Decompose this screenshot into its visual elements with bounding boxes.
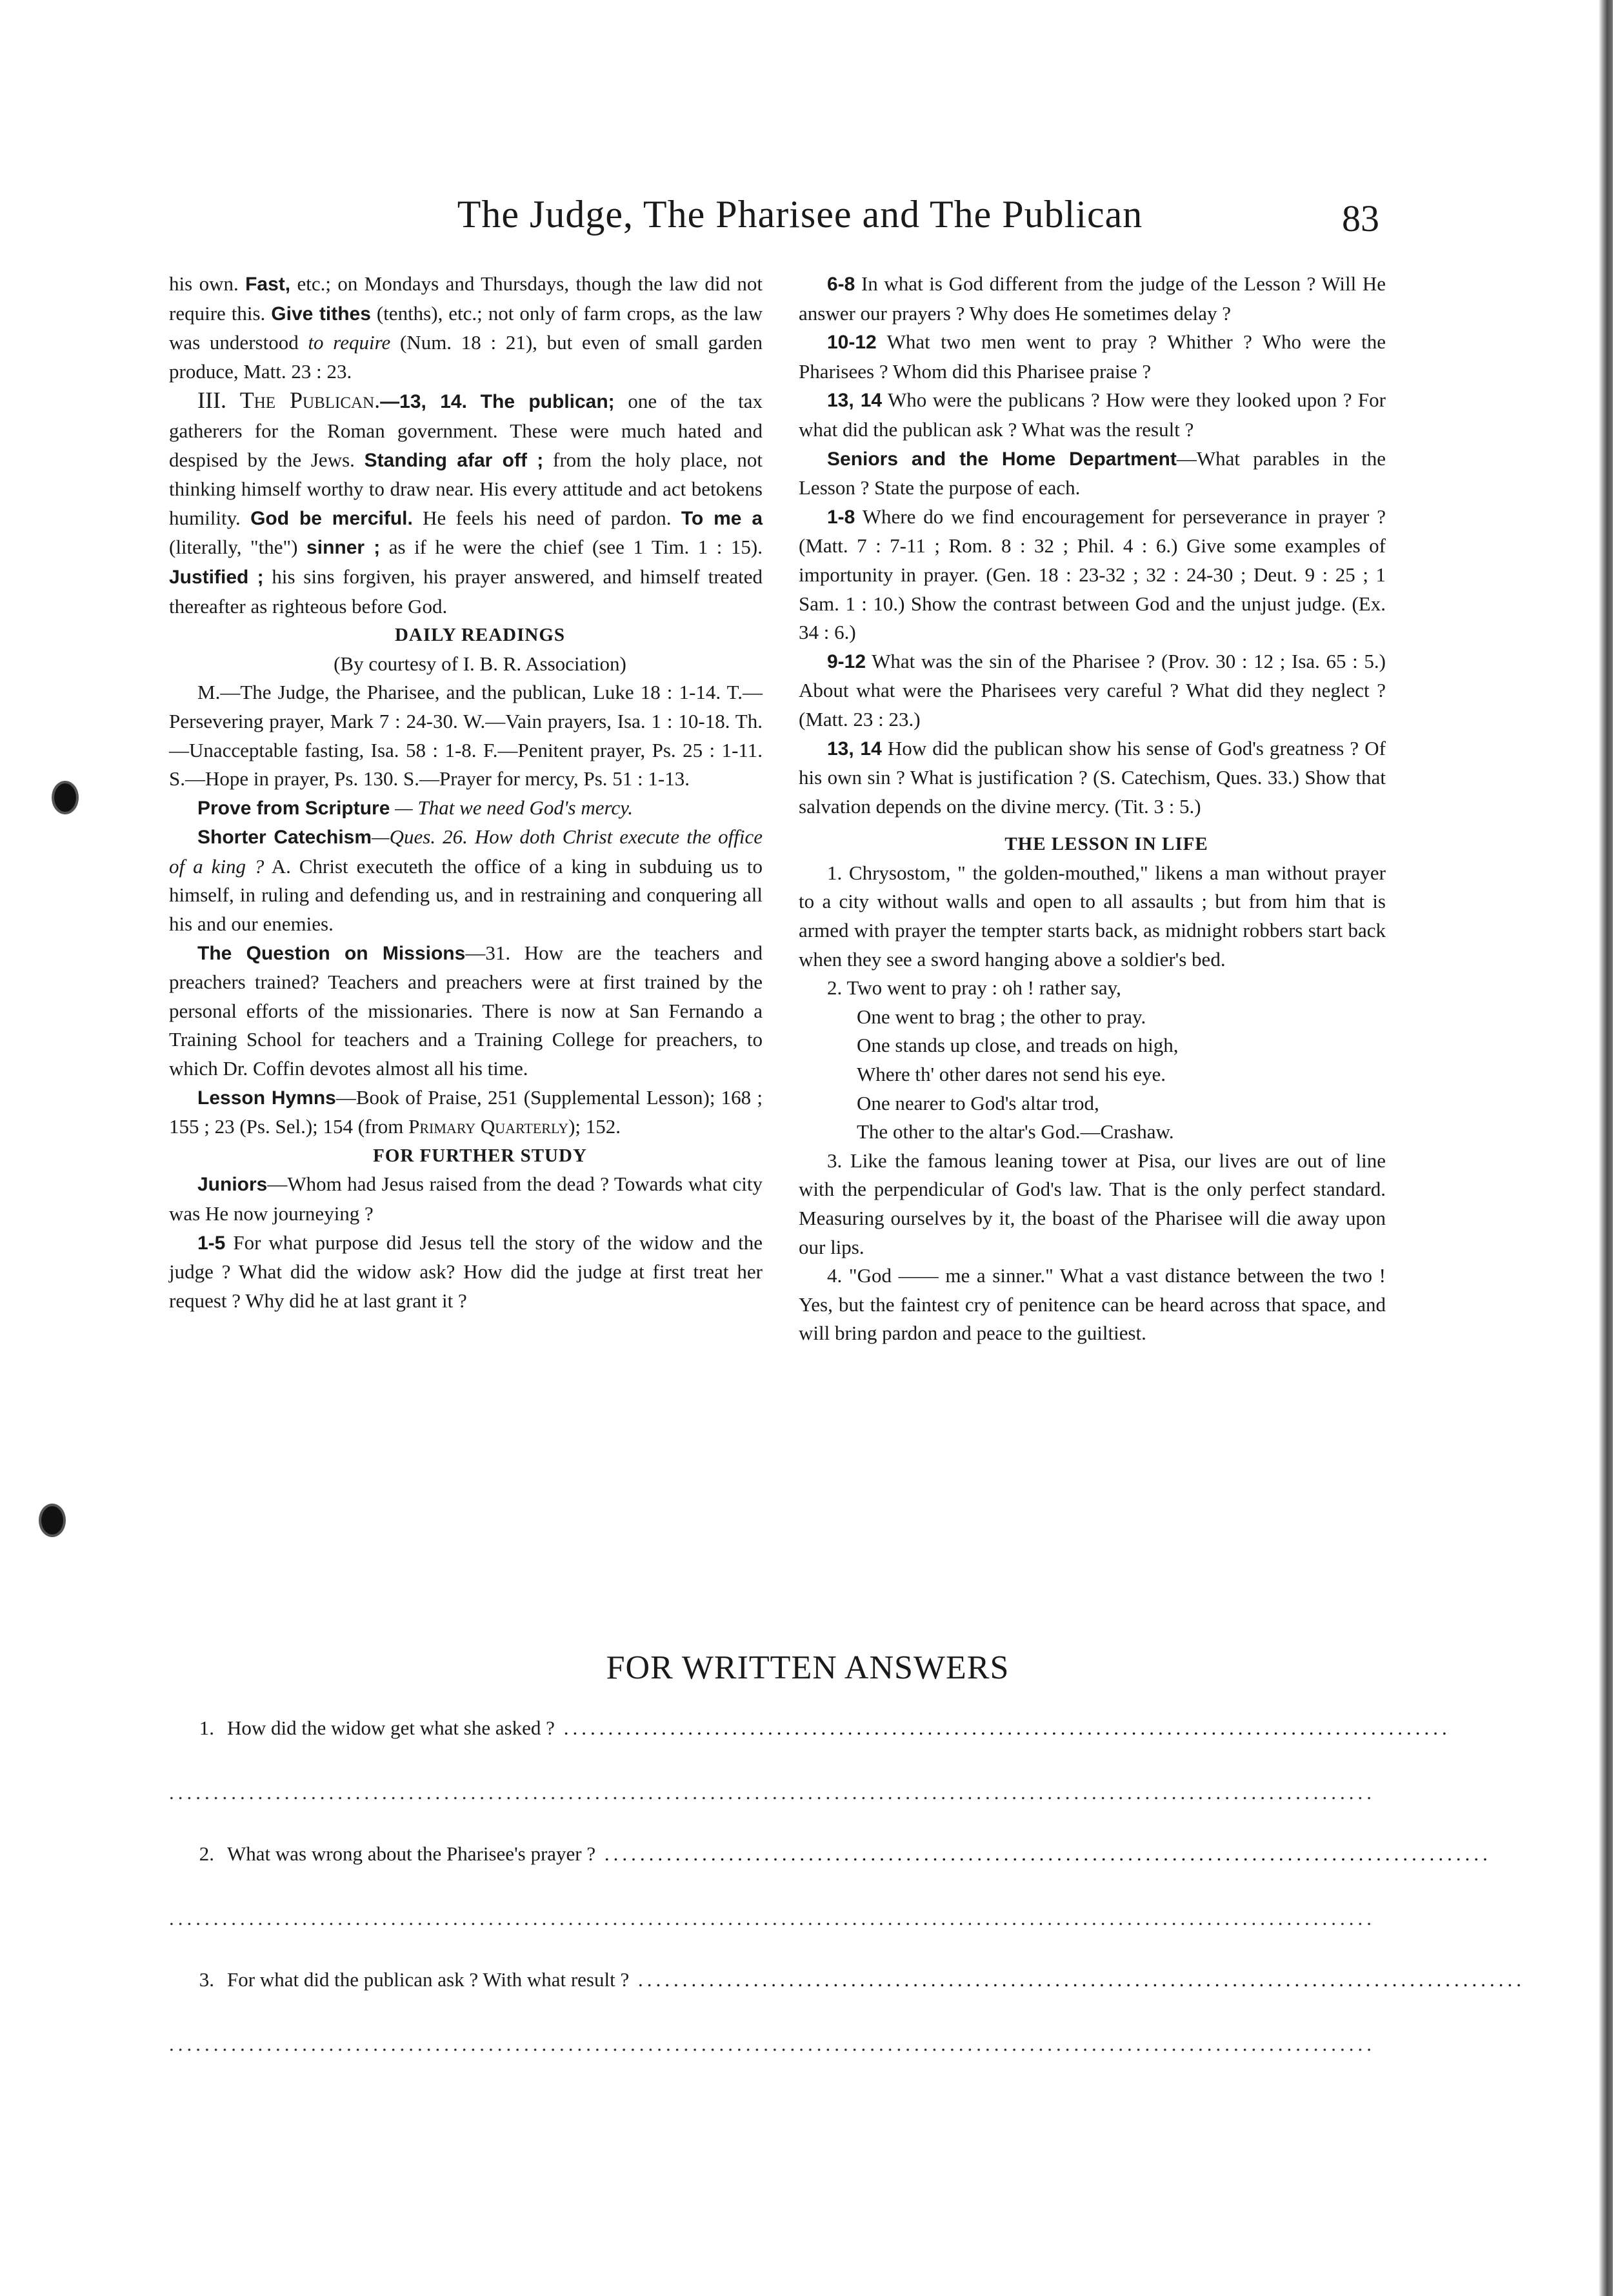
- page-number: 83: [1342, 197, 1379, 239]
- lesson-in-life-heading: THE LESSON IN LIFE: [1004, 834, 1208, 855]
- daily-readings-text: M.—The Judge, the Pharisee, and the publican, Luke 18 : 1-14. T.—Persevering prayer, Mark 7 : 24-30. W.—Vain prayers, Isa. 1 : 10-18. Th.—Unacceptable fasting, Isa. 58 : 1-8. F.—Penitent prayer, Ps. 25 : 1-11. S.—Hope in prayer, Ps. 130. S.—Prayer for mercy, Ps. 51 : 1-13.: [169, 681, 763, 791]
- answer-line-2[interactable]: ........................................................................................................................................: [169, 1907, 1375, 1929]
- paragraph-publican: III. The Publican.—13, 14. The publican; one of the tax gatherers for the Roman government. These were much hated and despised by the Jews. Standing afar off ; from the holy place, not thinking himself worthy to draw near. His every attitude and act betokens humility. God be merciful. He feels his need of pardon. To me a (literally, "the") sinner ; as if he were the chief (see 1 Tim. 1 : 15). Justified ; his sins forgiven, his prayer answered, and himself treated thereafter as righteous before God.: [169, 387, 763, 618]
- seniors-1-8: 1-8 Where do we find encouragement for perseverance in prayer ? (Matt. 7 : 7-11 ; Rom. 8 : 32 ; Phil. 4 : 6.) Give some examples of importunity in prayer. (Gen. 18 : 23-32 ; 32 : 24-30 ; Deut. 9 : 25 ; 1 Sam. 1 : 10.) Show the contrast between God and the unjust judge. (Ex. 34 : 6.): [799, 505, 1386, 644]
- answer-line-3[interactable]: ........................................................................................................................................: [169, 2033, 1375, 2055]
- scan-edge-shadow: [1599, 0, 1613, 2296]
- written-question-3: 3. For what did the publican ask ? With what result ? ....................................................................................................: [199, 1968, 1525, 1991]
- binding-hole-bottom: [39, 1504, 66, 1537]
- shorter-catechism: Shorter Catechism—Ques. 26. How doth Christ execute the office of a king ? A. Christ executeth the office of a king in subduing us to himself, in ruling and defending us, and in restraining and conquering all his and our enemies.: [169, 825, 763, 936]
- lesson-in-life-1: 1. Chrysostom, " the golden-mouthed," likens a man without prayer to a city without walls and open to all assaults ; but from him that is armed with prayer the tempter starts back, as midnight robbers start back when they see a sword hanging above a soldier's bed.: [799, 861, 1386, 971]
- written-question-1: 1. How did the widow get what she asked ? ....................................................................................................: [199, 1717, 1451, 1739]
- page-title: The Judge, The Pharisee and The Publican: [457, 193, 1143, 236]
- question-on-missions: The Question on Missions—31. How are the teachers and preachers trained? Teachers and preachers were at first trained by the personal efforts of the missionaries. There is now at San Fernando a Training School for teachers and a Training College for preachers, to which Dr. Coffin devotes almost all his time.: [169, 941, 763, 1080]
- juniors-13-14: 13, 14 Who were the publicans ? How were they looked upon ? For what did the publican ask ? What was the result ?: [799, 388, 1386, 441]
- daily-readings-courtesy: (By courtesy of I. B. R. Association): [334, 652, 626, 675]
- written-question-2: 2. What was wrong about the Pharisee's prayer ? ....................................................................................................: [199, 1842, 1492, 1865]
- further-study-heading: FOR FURTHER STUDY: [373, 1145, 587, 1166]
- left-column: [169, 270, 763, 1315]
- daily-readings-heading: DAILY READINGS: [394, 625, 566, 646]
- juniors-6-8: 6-8 In what is God different from the judge of the Lesson ? Will He answer our prayers ? Why does He sometimes delay ?: [799, 272, 1386, 325]
- seniors-home-department: Seniors and the Home Department—What parables in the Lesson ? State the purpose of each.: [799, 447, 1386, 499]
- juniors-questions: Juniors—Whom had Jesus raised from the dead ? Towards what city was He now journeying ?: [169, 1173, 763, 1225]
- paragraph-fast-tithes: his own. Fast, etc.; on Mondays and Thursdays, though the law did not require this. Give tithes (tenths), etc.; not only of farm crops, as the law was understood to require (Num. 18 : 21), but even of small garden produce, Matt. 23 : 23.: [169, 272, 763, 383]
- binding-hole-top: [52, 781, 79, 814]
- prove-from-scripture: Prove from Scripture — That we need God's mercy.: [197, 796, 633, 819]
- poem-line: The other to the altar's God.—Crashaw.: [857, 1120, 1174, 1143]
- seniors-9-12: 9-12 What was the sin of the Pharisee ? (Prov. 30 : 12 ; Isa. 65 : 5.) About what were the Pharisees very careful ? What did they neglect ? (Matt. 23 : 23.): [799, 649, 1386, 730]
- written-answers-heading: FOR WRITTEN ANSWERS: [606, 1649, 1010, 1686]
- poem-line: Where th' other dares not send his eye.: [857, 1063, 1166, 1086]
- juniors-1-5: 1-5 For what purpose did Jesus tell the story of the widow and the judge ? What did the widow ask? How did the judge at first treat her request ? Why did he at last grant it ?: [169, 1231, 763, 1312]
- poem-line: One went to brag ; the other to pray.: [857, 1005, 1146, 1028]
- right-column: [799, 270, 1386, 1348]
- poem-line: One nearer to God's altar trod,: [857, 1091, 1099, 1114]
- answer-line-1[interactable]: ........................................................................................................................................: [169, 1781, 1375, 1804]
- lesson-in-life-2: 2. Two went to pray : oh ! rather say,: [827, 976, 1121, 1000]
- crashaw-poem: [799, 1003, 1386, 1147]
- juniors-10-12: 10-12 What two men went to pray ? Whither ? Who were the Pharisees ? Whom did this Pharisee praise ?: [799, 330, 1386, 383]
- lesson-hymns: Lesson Hymns—Book of Praise, 251 (Supplemental Lesson); 168 ; 155 ; 23 (Ps. Sel.); 154 (from Primary Quarterly); 152.: [169, 1085, 763, 1138]
- lesson-in-life-3: 3. Like the famous leaning tower at Pisa, our lives are out of line with the perpendicular of God's law. That is the only perfect standard. Measuring ourselves by it, the boast of the Pharisee will die away upon our lips.: [799, 1149, 1386, 1258]
- poem-line: One stands up close, and treads on high,: [857, 1034, 1179, 1057]
- lesson-in-life-4: 4. "God —— me a sinner." What a vast distance between the two ! Yes, but the faintest cry of penitence can be heard across that space, and will bring pardon and peace to the guiltiest.: [799, 1264, 1386, 1345]
- seniors-13-14: 13, 14 How did the publican show his sense of God's greatness ? Of his own sin ? What is justification ? (S. Catechism, Ques. 33.) Show that salvation depends on the divine mercy. (Tit. 3 : 5.): [799, 736, 1386, 818]
